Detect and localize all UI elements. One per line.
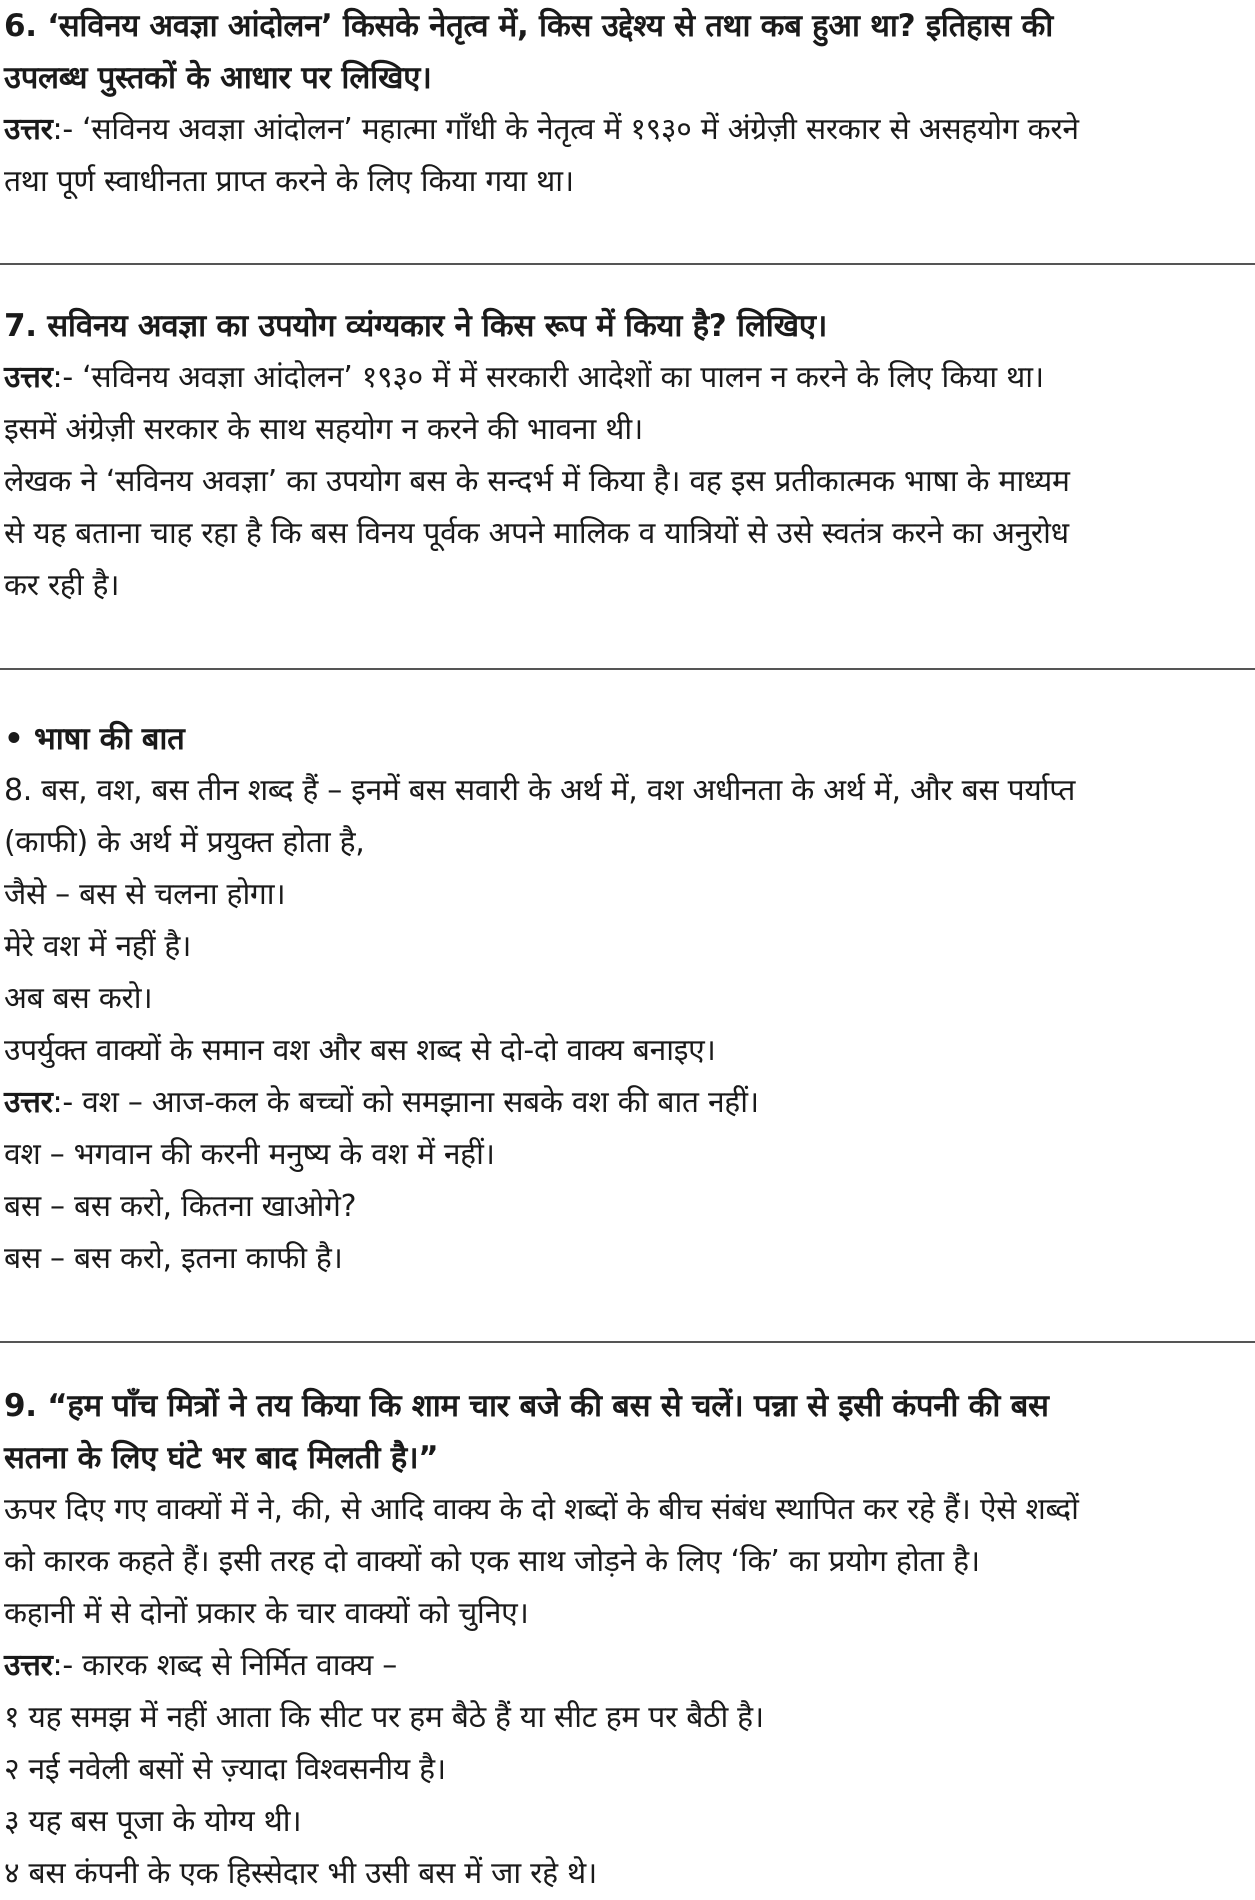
question-8-line-1: 8. बस, वश, बस तीन शब्द हैं – इनमें बस सवारी के अर्थ में, वश अधीनता के अर्थ में, और बस पर्याप्त [4,773,1075,808]
answer-9-line-2: १ यह समझ में नहीं आता कि सीट पर हम बैठे हैं या सीट हम पर बैठी है। [4,1700,764,1735]
question-6-line-1: 6. ‘सविनय अवज्ञा आंदोलन’ किसके नेतृत्व में, किस उद्देश्य से तथा कब हुआ था? इतिहास की [4,8,1054,44]
answer-9-line-1 [0,1640,1255,1692]
answer-8-line-3: बस – बस करो, कितना खाओगे? [4,1189,357,1224]
answer-9-line-3: २ नई नवेली बसों से ज़्यादा विश्वसनीय है। [4,1752,446,1787]
answer-label: उत्तर [4,360,53,395]
question-9-line-1: 9. “हम पाँच मित्रों ने तय किया कि शाम चार बजे की बस से चलें। पन्ना से इसी कंपनी की बस [4,1388,1049,1424]
section-divider [0,1341,1255,1343]
answer-7-line-1 [0,352,1255,404]
answer-7-line-4: से यह बताना चाह रहा है कि बस विनय पूर्वक अपने मालिक व यात्रियों से उसे स्वतंत्र करने का अनुरोध [4,516,1069,551]
answer-8-text: :- वश – आज-कल के बच्चों को समझाना सबके वश की बात नहीं। [52,1085,759,1120]
bhasha-ki-baat-heading: • भाषा की बात [4,721,185,757]
answer-7-line-2: इसमें अंग्रेज़ी सरकार के साथ सहयोग न करने की भावना थी। [4,412,643,447]
answer-label: उत्तर [4,1648,53,1683]
question-7-line: 7. सविनय अवज्ञा का उपयोग व्यंग्यकार ने किस रूप में किया है? लिखिए। [4,308,828,344]
question-9-body-2: को कारक कहते हैं। इसी तरह दो वाक्यों को एक साथ जोड़ने के लिए ‘कि’ का प्रयोग होता है। [4,1544,980,1579]
question-9-section [0,1380,1255,1900]
question-6-section [0,0,1255,208]
question-8-section [0,713,1255,1285]
answer-8-line-1 [0,1077,1255,1129]
question-8-line-3: जैसे – बस से चलना होगा। [4,877,286,912]
answer-8-line-4: बस – बस करो, इतना काफी है। [4,1241,343,1276]
question-8-line-6: उपर्युक्त वाक्यों के समान वश और बस शब्द से दो-दो वाक्य बनाइए। [4,1033,716,1068]
question-8-line-2: (काफी) के अर्थ में प्रयुक्त होता है, [4,825,365,860]
answer-6-line-2: तथा पूर्ण स्वाधीनता प्राप्त करने के लिए किया गया था। [4,164,574,199]
question-7-section [0,300,1255,612]
answer-6-text: :- ‘सविनय अवज्ञा आंदोलन’ महात्मा गाँधी के नेतृत्व में १९३० में अंग्रेज़ी सरकार से असहयोग करने [52,112,1079,147]
question-9-line-2: सतना के लिए घंटे भर बाद मिलती है।” [4,1440,439,1476]
answer-label: उत्तर [4,112,53,147]
question-6-line-2: उपलब्ध पुस्तकों के आधार पर लिखिए। [4,60,432,96]
question-8-line-4: मेरे वश में नहीं है। [4,929,192,964]
answer-7-line-5: कर रही है। [4,568,120,603]
answer-9-line-5: ४ बस कंपनी के एक हिस्सेदार भी उसी बस में जा रहे थे। [4,1856,597,1891]
answer-7-text: :- ‘सविनय अवज्ञा आंदोलन’ १९३० में में सरकारी आदेशों का पालन न करने के लिए किया था। [52,360,1044,395]
answer-9-text: :- कारक शब्द से निर्मित वाक्य – [52,1648,397,1683]
question-9-body-1: ऊपर दिए गए वाक्यों में ने, की, से आदि वाक्य के दो शब्दों के बीच संबंध स्थापित कर रहे हैं। ऐसे शब्दों [4,1492,1079,1527]
answer-6-line-1 [0,104,1255,156]
answer-label: उत्तर [4,1085,53,1120]
answer-8-line-2: वश – भगवान की करनी मनुष्य के वश में नहीं। [4,1137,495,1172]
section-divider [0,668,1255,670]
answer-9-line-4: ३ यह बस पूजा के योग्य थी। [4,1804,302,1839]
question-9-body-3: कहानी में से दोनों प्रकार के चार वाक्यों को चुनिए। [4,1596,529,1631]
section-divider [0,263,1255,265]
question-8-line-5: अब बस करो। [4,981,153,1016]
answer-7-line-3: लेखक ने ‘सविनय अवज्ञा’ का उपयोग बस के सन्दर्भ में किया है। वह इस प्रतीकात्मक भाषा के माध्यम [4,464,1070,499]
